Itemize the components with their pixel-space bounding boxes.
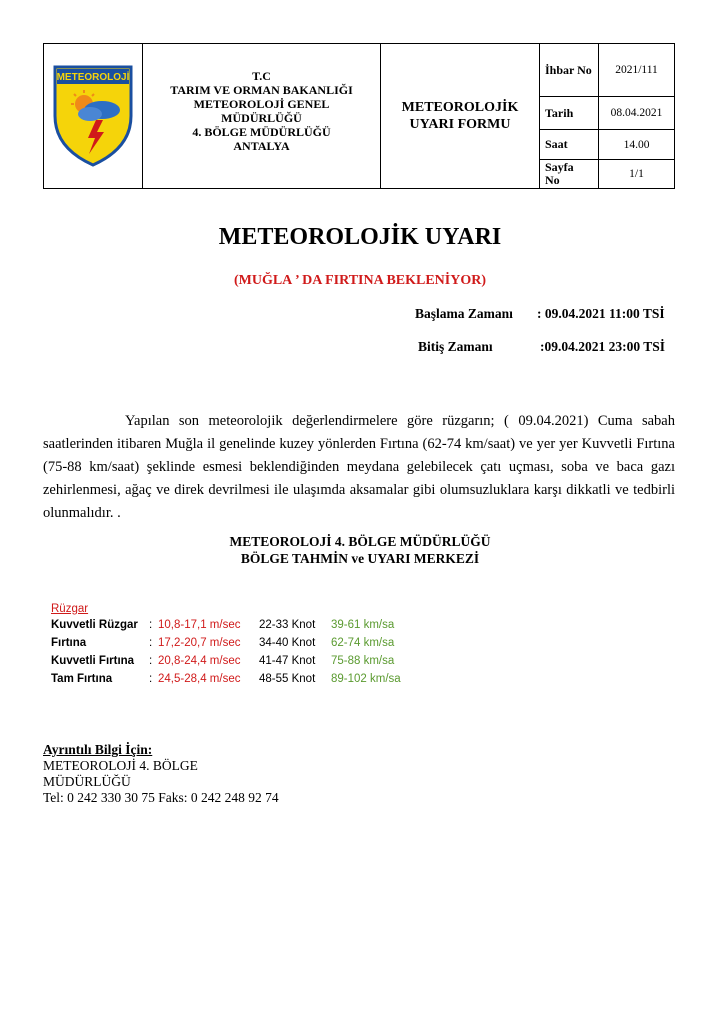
notice-no-value: 2021/111 <box>615 64 658 76</box>
form-title-line: UYARI FORMU <box>409 117 511 132</box>
time-value: 14.00 <box>623 138 650 151</box>
wind-kmh: 75-88 km/sa <box>331 655 395 667</box>
org-line: TARIM VE ORMAN BAKANLIĞI <box>170 83 353 97</box>
wind-heading: Rüzgar <box>51 603 89 615</box>
contact-line: MÜDÜRLÜĞÜ <box>43 774 131 789</box>
warning-body <box>43 410 675 525</box>
organization-name <box>143 44 380 188</box>
wind-name: Fırtına <box>51 637 87 649</box>
wind-colon: : <box>149 637 153 649</box>
page-no-value: 1/1 <box>629 168 644 180</box>
wind-kmh: 89-102 km/sa <box>331 673 401 685</box>
date-label: Tarih <box>545 105 574 120</box>
time-label: Saat <box>545 137 568 151</box>
start-time-label: Başlama Zamanı <box>415 306 513 321</box>
org-line: T.C <box>252 69 271 83</box>
header-table <box>43 43 675 189</box>
wind-ms: 24,5-28,4 m/sec <box>158 673 241 685</box>
page-no-label: Sayfa No <box>545 160 574 187</box>
wind-colon: : <box>149 655 153 667</box>
wind-kmh: 39-61 km/sa <box>331 619 395 631</box>
org-line: METEOROLOJİ GENEL <box>193 97 330 111</box>
org-line: MÜDÜRLÜĞÜ <box>221 111 302 125</box>
contact-info <box>43 742 279 806</box>
end-time-label: Bitiş Zamanı <box>418 339 493 354</box>
wind-ms: 20,8-24,4 m/sec <box>158 655 241 667</box>
signature-line-1: METEOROLOJİ 4. BÖLGE MÜDÜRLÜĞÜ <box>229 534 491 549</box>
table-row <box>51 616 395 634</box>
date-value: 08.04.2021 <box>610 107 663 119</box>
table-row <box>51 652 395 670</box>
wind-ms: 10,8-17,1 m/sec <box>158 619 241 631</box>
org-line: 4. BÖLGE MÜDÜRLÜĞÜ <box>192 125 331 139</box>
wind-name: Kuvvetli Rüzgar <box>51 619 138 631</box>
svg-text:METEOROLOJİ: METEOROLOJİ <box>56 72 130 83</box>
org-line: ANTALYA <box>233 139 290 153</box>
form-title <box>381 44 539 188</box>
wind-colon: : <box>149 673 153 685</box>
form-title-line: METEOROLOJİK <box>401 100 519 115</box>
start-time-value: : 09.04.2021 11:00 TSİ <box>537 306 665 321</box>
page-title: METEOROLOJİK UYARI <box>218 224 502 250</box>
wind-kmh: 62-74 km/sa <box>331 637 395 649</box>
contact-heading: Ayrıntılı Bilgi İçin: <box>43 742 153 757</box>
wind-knot: 48-55 Knot <box>259 673 316 685</box>
warning-body-text: Yapılan son meteorolojik değerlendirmelere göre rüzgarın; ( 09.04.2021) Cuma sabah saatlerinden itibaren Muğla il genelinde kuzey yönlerden Fırtına (62-74 km/saat) ve yer yer Kuvvetli Fırtına (75-88 km/saat) şeklinde esmesi beklendiğinden meydana gelebilecek çatı uçması, soba ve baca gazı zehirlenmesi, ağaç ve direk devrilmesi ile ulaşımda aksamalar gibi olumsuzluklara karşı dikkatli ve tedbirli olunmalıdır. . <box>43 413 675 521</box>
wind-colon: : <box>149 619 153 631</box>
contact-line: METEOROLOJİ 4. BÖLGE <box>43 758 198 773</box>
contact-phone: Tel: 0 242 330 30 75 Faks: 0 242 248 92 74 <box>43 790 279 805</box>
table-row <box>51 634 395 652</box>
wind-ms: 17,2-20,7 m/sec <box>158 637 241 649</box>
signature-line-2: BÖLGE TAHMİN ve UYARI MERKEZİ <box>240 551 480 566</box>
end-time-value: :09.04.2021 23:00 TSİ <box>540 339 666 354</box>
wind-knot: 34-40 Knot <box>259 637 316 649</box>
meteoroloji-logo <box>44 44 142 188</box>
warning-subtitle: (MUĞLA ’ DA FIRTINA BEKLENİYOR) <box>233 273 487 288</box>
wind-knot: 22-33 Knot <box>259 619 316 631</box>
wind-name: Tam Fırtına <box>51 673 113 685</box>
table-row <box>51 670 401 688</box>
notice-no-label: İhbar No <box>545 62 592 77</box>
wind-knot: 41-47 Knot <box>259 655 316 667</box>
wind-name: Kuvvetli Fırtına <box>51 655 135 667</box>
wind-scale-table <box>51 603 401 688</box>
